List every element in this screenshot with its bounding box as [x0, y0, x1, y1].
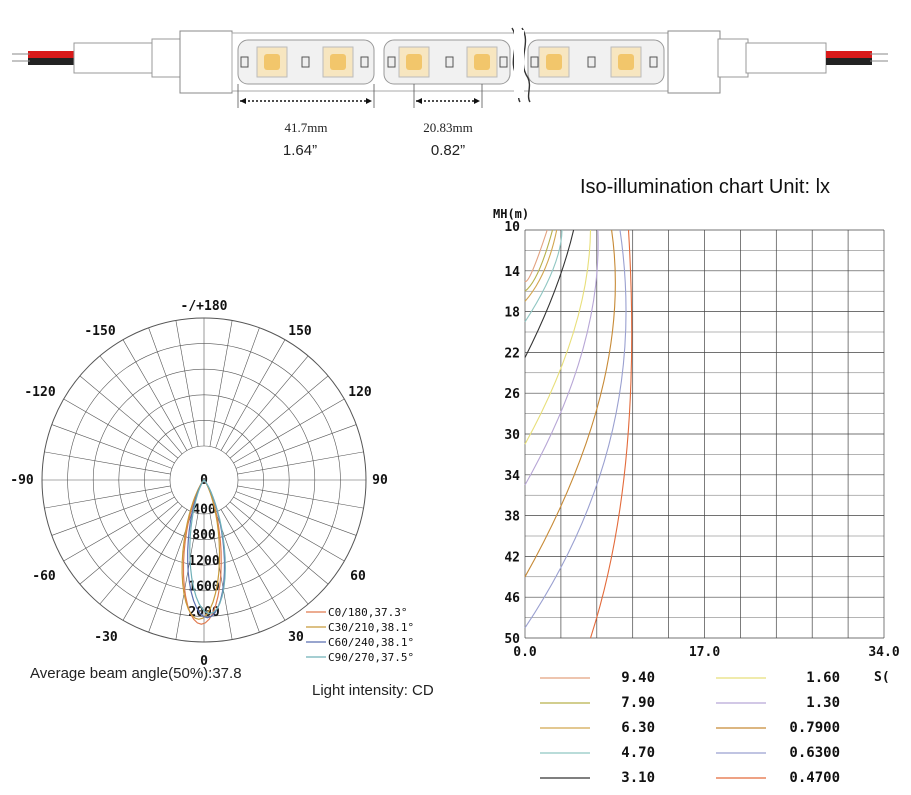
right-wire-red	[826, 51, 872, 58]
iso-y-tick-label: 42	[504, 550, 520, 566]
iso-legend-label: 4.70	[621, 745, 655, 761]
right-end-cap-outer	[718, 39, 748, 77]
polar-radial-label: 1600	[188, 579, 220, 595]
polar-angle-label: 0	[200, 654, 208, 669]
iso-illumination-chart	[493, 176, 900, 786]
polar-legend-label: C0/180,37.3°	[328, 606, 408, 619]
polar-radial-label: 2000	[188, 605, 220, 620]
iso-contour-line	[525, 230, 547, 281]
polar-radial-label: 800	[192, 528, 216, 544]
polar-grid-spoke	[236, 492, 356, 536]
polar-angle-label: 30	[288, 630, 304, 645]
polar-angle-label: 60	[350, 569, 366, 584]
led-chip	[257, 47, 287, 77]
iso-legend-label: 9.40	[621, 670, 655, 686]
resistor	[588, 57, 595, 67]
resistor	[302, 57, 309, 67]
dimension-label-in: 1.64”	[282, 142, 318, 159]
polar-grid-spoke	[52, 492, 172, 536]
iso-y-tick-label: 34	[504, 468, 520, 484]
polar-angle-label: 150	[288, 324, 312, 339]
iso-y-tick-label: 30	[504, 428, 520, 443]
resistor	[388, 57, 395, 67]
iso-legend-label: 7.90	[621, 695, 655, 711]
polar-radial-label: 400	[192, 502, 216, 518]
left-end-cap	[180, 31, 232, 93]
polar-angle-label: 120	[348, 385, 372, 400]
polar-legend-label: C30/210,38.1°	[328, 621, 415, 634]
dimension-label-mm: 41.7mm	[284, 120, 328, 135]
resistor	[446, 57, 453, 67]
left-wire-red	[28, 51, 74, 58]
iso-y-axis-label: MH(m)	[493, 207, 530, 221]
iso-legend-label: 6.30	[621, 720, 655, 736]
polar-legend-label: C90/270,37.5°	[328, 651, 415, 664]
iso-legend-label: 1.60	[806, 670, 840, 686]
dimension-label-in: 0.82”	[430, 142, 466, 159]
polar-grid-spoke	[44, 452, 170, 474]
iso-contour-line	[525, 230, 574, 358]
iso-legend-label: 1.30	[806, 695, 840, 711]
right-end-cap	[668, 31, 720, 93]
polar-angle-label: 90	[372, 473, 388, 488]
led-strip-diagram	[12, 28, 888, 159]
led-chip	[323, 47, 353, 77]
left-wire-black	[28, 58, 74, 65]
iso-x-tick-label: 34.0	[868, 645, 900, 660]
iso-contour-line	[525, 230, 626, 628]
iso-legend-label: 0.4700	[789, 770, 840, 786]
iso-y-tick-label: 26	[504, 387, 520, 403]
polar-grid-spoke	[149, 328, 193, 448]
polar-grid-spoke	[52, 425, 172, 469]
polar-intensity-chart	[10, 299, 434, 699]
light-intensity-unit-label: Light intensity: CD	[312, 682, 434, 699]
resistor	[241, 57, 248, 67]
polar-angle-label: -/+180	[180, 299, 228, 314]
iso-x-tick-label: 17.0	[688, 645, 721, 660]
iso-legend-label: 0.7900	[789, 720, 840, 736]
polar-grid-spoke	[44, 486, 170, 508]
right-cable-jacket	[746, 43, 826, 73]
iso-y-tick-label: 10	[504, 220, 520, 235]
iso-x-tick-label: 0.0	[513, 645, 537, 660]
iso-chart-title: Iso-illumination chart Unit: lx	[579, 176, 831, 198]
iso-y-tick-label: 14	[504, 264, 520, 280]
average-beam-angle-label: Average beam angle(50%):37.8	[30, 665, 242, 682]
polar-grid-spoke	[236, 425, 356, 469]
polar-grid-spoke	[237, 486, 363, 508]
iso-y-tick-label: 18	[504, 305, 520, 321]
polar-angle-label: -150	[84, 324, 116, 339]
iso-y-tick-label: 38	[504, 509, 520, 525]
iso-y-tick-label: 50	[504, 632, 520, 647]
left-cable-jacket	[74, 43, 154, 73]
led-chip	[539, 47, 569, 77]
dimension-label-mm: 20.83mm	[423, 120, 473, 135]
iso-legend-label: 3.10	[621, 770, 655, 786]
resistor	[361, 57, 368, 67]
led-chip	[611, 47, 641, 77]
led-chip	[399, 47, 429, 77]
polar-legend-label: C60/240,38.1°	[328, 636, 415, 649]
polar-angle-label: -30	[94, 630, 118, 645]
led-chip	[467, 47, 497, 77]
polar-grid-spoke	[176, 320, 198, 446]
right-wire-black	[826, 58, 872, 65]
resistor	[531, 57, 538, 67]
iso-x-axis-label: S(	[874, 670, 890, 685]
polar-angle-label: -90	[10, 473, 34, 488]
iso-y-tick-label: 46	[504, 591, 520, 607]
polar-angle-label: -60	[32, 569, 56, 584]
polar-radial-label: 1200	[188, 553, 220, 569]
iso-y-tick-label: 22	[504, 346, 520, 362]
left-end-cap-outer	[152, 39, 182, 77]
resistor	[500, 57, 507, 67]
polar-grid-spoke	[237, 452, 363, 474]
resistor	[650, 57, 657, 67]
polar-grid-spoke	[210, 320, 232, 446]
iso-legend-label: 0.6300	[789, 745, 840, 761]
polar-radial-label: 0	[200, 473, 208, 488]
polar-grid-spoke	[216, 328, 260, 448]
polar-angle-label: -120	[24, 385, 56, 400]
